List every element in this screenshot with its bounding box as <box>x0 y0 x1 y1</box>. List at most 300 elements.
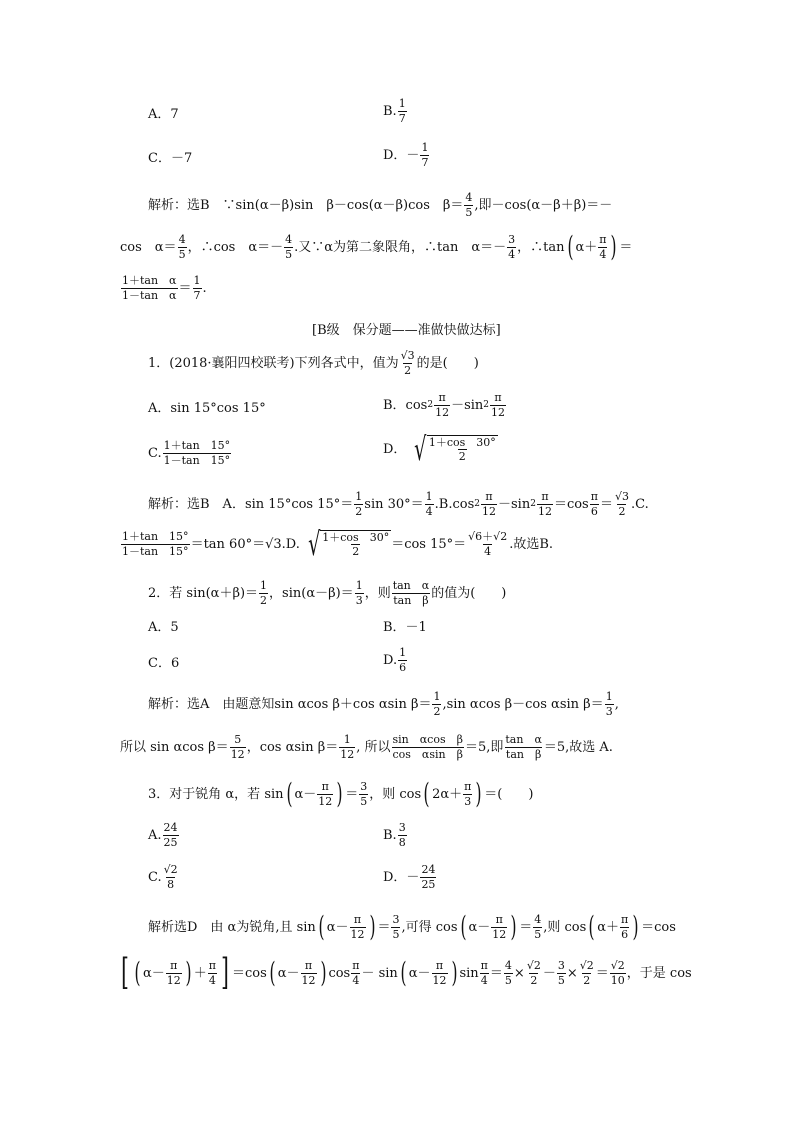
text: α－ <box>326 919 349 935</box>
denominator: 2 <box>583 973 591 987</box>
text: A．5 <box>148 620 179 635</box>
denominator: 7 <box>398 111 406 125</box>
denominator: 6 <box>399 660 407 674</box>
q1-stem <box>148 350 479 376</box>
denominator: 5 <box>465 205 473 219</box>
superscript: 2 <box>427 399 434 410</box>
numerator: 1 <box>343 733 351 746</box>
text: α－ <box>468 919 491 935</box>
text: ＋ <box>193 965 207 981</box>
fraction <box>400 350 416 376</box>
fraction <box>598 234 607 260</box>
paren: ( <box>588 910 595 944</box>
text: ,即－cos(α－β＋β)＝－ <box>474 197 613 213</box>
superscript: 2 <box>483 399 490 410</box>
paren: ( <box>318 910 325 944</box>
q0-solution-line3 <box>120 275 207 301</box>
denominator: 12 <box>435 405 450 419</box>
fraction <box>432 691 441 717</box>
q0-option-b <box>383 98 408 124</box>
denominator: 7 <box>421 155 429 169</box>
text: 解析：选B ∵sin(α－β)sin β－cos(α－β)cos β＝ <box>148 197 464 213</box>
text: × <box>513 965 525 981</box>
paren: ) <box>319 956 326 990</box>
numerator: 1＋cos 30° <box>322 530 390 544</box>
denominator: 8 <box>167 877 175 891</box>
text: .又∵α为第二象限角，∴tan α＝－ <box>294 239 507 255</box>
denominator: 1－tan 15° <box>163 453 231 467</box>
fraction <box>434 392 450 418</box>
q1-option-d <box>383 430 498 468</box>
paren: ( <box>400 956 407 990</box>
numerator: 5 <box>234 733 242 746</box>
text: ＝ <box>595 965 609 981</box>
text: ＝cos <box>232 965 267 981</box>
denominator: 12 <box>432 973 447 987</box>
text: B．－1 <box>383 620 427 635</box>
fraction <box>230 734 246 760</box>
fraction <box>351 960 360 986</box>
paren: ) <box>610 230 617 264</box>
numerator: π <box>464 780 472 793</box>
text: ，则 cos <box>369 786 422 802</box>
fraction <box>480 960 489 986</box>
text: ＝5,即 <box>464 739 504 755</box>
text: ,则 cos <box>543 919 587 935</box>
text: 1．(2018·襄阳四校联考)下列各式中，值为 <box>148 355 399 371</box>
numerator: 1 <box>193 274 201 287</box>
q2-option-a <box>148 621 179 634</box>
denominator: 25 <box>421 877 436 891</box>
denominator: 12 <box>301 973 316 987</box>
denominator: 6 <box>590 504 598 518</box>
paren: ( <box>459 910 467 944</box>
text: ，∴cos α＝－ <box>187 239 284 255</box>
fraction <box>428 437 497 463</box>
sqrt <box>406 430 497 468</box>
text: D． <box>383 441 407 457</box>
fraction <box>398 647 407 673</box>
text: C. <box>148 869 162 885</box>
denominator: 5 <box>285 247 293 261</box>
numerator: 1＋tan α <box>122 274 177 287</box>
paren: ) <box>632 910 639 944</box>
denominator: 12 <box>230 747 245 761</box>
text: , 所以 <box>356 739 391 755</box>
numerator: sin αcos β <box>392 733 463 746</box>
denominator: tan β <box>505 747 542 761</box>
text: 2α＋ <box>432 786 463 802</box>
denominator: 25 <box>163 835 178 849</box>
denominator: 3 <box>355 593 363 607</box>
fraction <box>557 960 566 986</box>
numerator: π <box>321 780 329 793</box>
text: .B.cos <box>434 496 475 512</box>
fraction <box>507 234 516 260</box>
fraction <box>163 864 179 890</box>
numerator: √2 <box>610 959 625 972</box>
paren: ) <box>450 956 457 990</box>
numerator: π <box>485 490 493 503</box>
fraction <box>178 234 187 260</box>
text: 3．对于锐角 α，若 sin <box>148 786 284 802</box>
text: D. <box>383 652 398 668</box>
text: ＝( ) <box>484 786 534 802</box>
text: ＝cos <box>553 496 589 512</box>
numerator: √3 <box>400 349 415 362</box>
numerator: 24 <box>163 821 178 834</box>
text: , <box>614 696 619 712</box>
q0-option-d <box>383 142 430 168</box>
fraction <box>590 491 599 517</box>
q1-option-a <box>148 402 266 415</box>
text: － <box>542 965 556 981</box>
denominator: 4 <box>208 973 216 987</box>
text: － sin <box>361 965 398 981</box>
denominator: 12 <box>492 927 507 941</box>
fraction <box>420 864 436 890</box>
text: sin 30°＝ <box>364 496 424 512</box>
numerator: 24 <box>421 863 436 876</box>
numerator: 1 <box>260 579 268 592</box>
numerator: π <box>208 959 216 972</box>
fraction <box>504 734 543 760</box>
q3-solution-line2 <box>118 952 692 994</box>
numerator: 4 <box>465 191 473 204</box>
numerator: 3 <box>360 780 368 793</box>
numerator: π <box>541 490 549 503</box>
text: ＝ <box>345 786 359 802</box>
fraction <box>301 960 317 986</box>
text: ＝ <box>519 919 533 935</box>
denominator: 10 <box>610 973 625 987</box>
q2-option-c <box>148 657 179 670</box>
superscript: 2 <box>530 498 536 509</box>
fraction <box>579 960 595 986</box>
fraction <box>425 491 434 517</box>
fraction <box>163 440 232 466</box>
q2-option-b <box>383 621 427 634</box>
text: ，于是 cos <box>626 965 692 981</box>
fraction <box>359 781 368 807</box>
q3-option-b <box>383 822 408 848</box>
fraction <box>537 491 553 517</box>
fraction <box>317 781 333 807</box>
denominator: 4 <box>352 973 360 987</box>
denominator: 2 <box>260 593 268 607</box>
numerator: 3 <box>398 821 406 834</box>
numerator: 1 <box>398 97 406 110</box>
fraction <box>193 275 202 301</box>
fraction <box>605 691 614 717</box>
text: 解析：选A 由题意知sin αcos β＋cos αsin β＝ <box>148 696 432 712</box>
q3-stem <box>148 777 534 811</box>
numerator: π <box>438 391 446 404</box>
denominator: 5 <box>392 927 400 941</box>
numerator: 1 <box>605 690 613 703</box>
text: ，cos αsin β＝ <box>246 739 339 755</box>
denominator: 12 <box>491 405 506 419</box>
text: ＝5,故选 A. <box>543 739 613 755</box>
text: α－ <box>408 965 431 981</box>
fraction <box>355 580 364 606</box>
numerator: π <box>480 959 488 972</box>
text: .C. <box>631 496 649 512</box>
numerator: 3 <box>392 913 400 926</box>
numerator: 3 <box>508 233 516 246</box>
text: ，sin(α－β)＝ <box>269 585 354 601</box>
paren: ( <box>566 230 574 264</box>
fraction <box>391 914 400 940</box>
denominator: cos αsin β <box>392 747 463 761</box>
q2-solution-line1 <box>148 691 619 717</box>
denominator: 2 <box>433 704 441 718</box>
numerator: √2 <box>163 863 178 876</box>
text: 的值为( ) <box>431 585 507 601</box>
text: B. <box>383 103 397 119</box>
numerator: √2 <box>579 959 594 972</box>
q3-option-c <box>148 864 180 890</box>
text: α＋ <box>575 239 598 255</box>
denominator: 1－tan α <box>122 288 177 302</box>
denominator: 4 <box>484 544 492 558</box>
text: D．－ <box>383 147 420 163</box>
sqrt <box>300 525 391 563</box>
text: ＝ <box>178 280 192 296</box>
paren: ) <box>368 910 376 944</box>
text: 解析选D 由 α为锐角,且 sin <box>148 919 316 935</box>
text: ,可得 cos <box>401 919 458 935</box>
denominator: 4 <box>508 247 516 261</box>
numerator: π <box>590 490 598 503</box>
numerator: π <box>495 913 503 926</box>
denominator: tan β <box>393 593 429 607</box>
text: ,sin αcos β－cos αsin β＝ <box>442 696 604 712</box>
bracket: ] <box>221 952 229 994</box>
text: ，∴tan <box>517 239 565 255</box>
text: B. <box>383 827 397 843</box>
denominator: 4 <box>425 504 433 518</box>
numerator: 3 <box>557 959 565 972</box>
paren: ( <box>269 956 276 990</box>
q0-solution-line2 <box>120 230 633 264</box>
denominator: 6 <box>621 927 629 941</box>
denominator: 12 <box>482 504 497 518</box>
text: A. <box>148 827 162 843</box>
fraction <box>610 960 626 986</box>
paren: ( <box>423 777 430 811</box>
fraction <box>398 98 407 124</box>
denominator: 4 <box>599 247 607 261</box>
text: －sin <box>451 397 484 413</box>
numerator: 1＋cos 30° <box>428 435 496 449</box>
paren: ) <box>510 910 517 944</box>
text: C. <box>148 445 162 461</box>
text: C．－7 <box>148 151 193 166</box>
paren: ( <box>285 777 293 811</box>
numerator: √3 <box>614 490 629 503</box>
numerator: π <box>170 959 178 972</box>
denominator: 3 <box>464 794 472 808</box>
denominator: 1－tan 15° <box>122 544 189 558</box>
numerator: 4 <box>504 959 512 972</box>
denominator: 12 <box>537 504 552 518</box>
numerator: 1 <box>355 579 363 592</box>
text: ＝cos 15°＝ <box>391 536 467 552</box>
fraction <box>166 960 182 986</box>
numerator: √2 <box>526 959 541 972</box>
text: ＝tan 60°＝√3.D. <box>190 536 300 552</box>
fraction <box>463 781 472 807</box>
numerator: π <box>353 913 362 926</box>
numerator: 1 <box>433 690 441 703</box>
text: 的是( ) <box>416 355 479 371</box>
fraction <box>420 142 429 168</box>
numerator: 1＋tan 15° <box>163 439 231 452</box>
numerator: 1 <box>425 490 433 503</box>
denominator: 7 <box>193 288 201 302</box>
fraction <box>121 275 178 301</box>
fraction <box>350 914 366 940</box>
fraction <box>208 960 217 986</box>
fraction <box>490 392 506 418</box>
fraction <box>321 532 390 558</box>
denominator: 5 <box>178 247 186 261</box>
fraction <box>163 822 179 848</box>
text: ，则 <box>364 585 391 601</box>
fraction <box>491 914 507 940</box>
numerator: tan α <box>392 579 430 592</box>
denominator: 2 <box>530 973 538 987</box>
text: sin <box>459 965 479 981</box>
numerator: π <box>435 959 444 972</box>
numerator: π <box>304 959 313 972</box>
q2-solution-line2 <box>120 734 613 760</box>
denominator: 5 <box>360 794 368 808</box>
text: ＝ <box>599 496 613 512</box>
q2-option-d <box>383 647 408 673</box>
text: α＋ <box>597 919 619 935</box>
text: B．cos <box>383 397 428 413</box>
fraction <box>467 531 508 557</box>
fraction <box>481 491 497 517</box>
numerator: π <box>352 959 360 972</box>
fraction <box>620 914 629 940</box>
fraction <box>392 734 464 760</box>
fraction <box>259 580 268 606</box>
text: cos α＝ <box>120 239 177 255</box>
paren: ) <box>185 956 192 990</box>
numerator: √6＋√2 <box>468 530 508 544</box>
denominator: 3 <box>605 704 613 718</box>
radical-sign: √ <box>308 525 321 563</box>
denominator: 5 <box>534 927 542 941</box>
numerator: 1 <box>399 646 407 659</box>
text: . <box>202 280 207 296</box>
numerator: 4 <box>178 233 186 246</box>
q3-option-a <box>148 822 180 848</box>
text: A．7 <box>148 107 179 122</box>
fraction <box>284 234 293 260</box>
q1-option-c <box>148 440 232 466</box>
superscript: 2 <box>474 498 481 509</box>
q1-solution-line2 <box>120 525 554 563</box>
numerator: π <box>599 233 607 246</box>
text: A．sin 15°cos 15° <box>148 401 266 416</box>
numerator: π <box>620 913 629 926</box>
fraction <box>504 960 513 986</box>
q1-solution-line1 <box>148 491 649 517</box>
numerator: tan α <box>505 733 542 746</box>
denominator: 12 <box>318 794 333 808</box>
text: α－ <box>277 965 300 981</box>
text: .故选B. <box>509 536 554 552</box>
fraction <box>354 491 363 517</box>
denominator: 12 <box>340 747 355 761</box>
denominator: 12 <box>350 927 365 941</box>
denominator: 2 <box>458 450 466 464</box>
numerator: 1＋tan 15° <box>122 530 189 544</box>
text: 所以 sin αcos β＝ <box>120 739 229 755</box>
q0-option-c <box>148 152 192 165</box>
text: ＝ <box>489 965 503 981</box>
radical-sign: √ <box>414 430 427 468</box>
fraction <box>614 491 630 517</box>
denominator: 4 <box>480 973 488 987</box>
q1-option-b <box>383 392 507 418</box>
text: cos <box>328 965 351 981</box>
text: ＝cos <box>641 919 676 935</box>
text: α－ <box>142 965 165 981</box>
text: －sin <box>498 496 531 512</box>
fraction <box>398 822 407 848</box>
q3-solution-line1 <box>148 910 676 944</box>
text: D．－ <box>383 869 420 885</box>
paren: ) <box>336 777 343 811</box>
denominator: 2 <box>618 504 626 518</box>
text: ＝ <box>377 919 391 935</box>
text: α－ <box>294 786 317 802</box>
q2-stem <box>148 580 506 606</box>
q0-solution-line1 <box>148 192 612 218</box>
numerator: 4 <box>285 233 293 246</box>
numerator: π <box>494 391 502 404</box>
fraction <box>432 960 448 986</box>
text: ＝ <box>619 239 633 255</box>
section-title: [B级 保分题——准做快做达标] <box>312 323 501 338</box>
text: 解析：选B A．sin 15°cos 15°＝ <box>148 496 354 512</box>
fraction <box>392 580 431 606</box>
q0-option-a <box>148 108 179 121</box>
numerator: 1 <box>355 490 363 503</box>
numerator: 4 <box>534 913 542 926</box>
denominator: 5 <box>557 973 565 987</box>
denominator: 2 <box>355 504 363 518</box>
fraction <box>526 960 542 986</box>
q3-option-d <box>383 864 437 890</box>
denominator: 2 <box>404 363 412 377</box>
text: × <box>566 965 578 981</box>
fraction <box>533 914 542 940</box>
denominator: 2 <box>352 545 360 559</box>
paren: ) <box>475 777 482 811</box>
denominator: 12 <box>166 973 181 987</box>
paren: ( <box>134 956 141 990</box>
denominator: 8 <box>398 835 406 849</box>
bracket: [ <box>121 952 129 994</box>
numerator: 1 <box>421 141 429 154</box>
denominator: 5 <box>504 973 512 987</box>
